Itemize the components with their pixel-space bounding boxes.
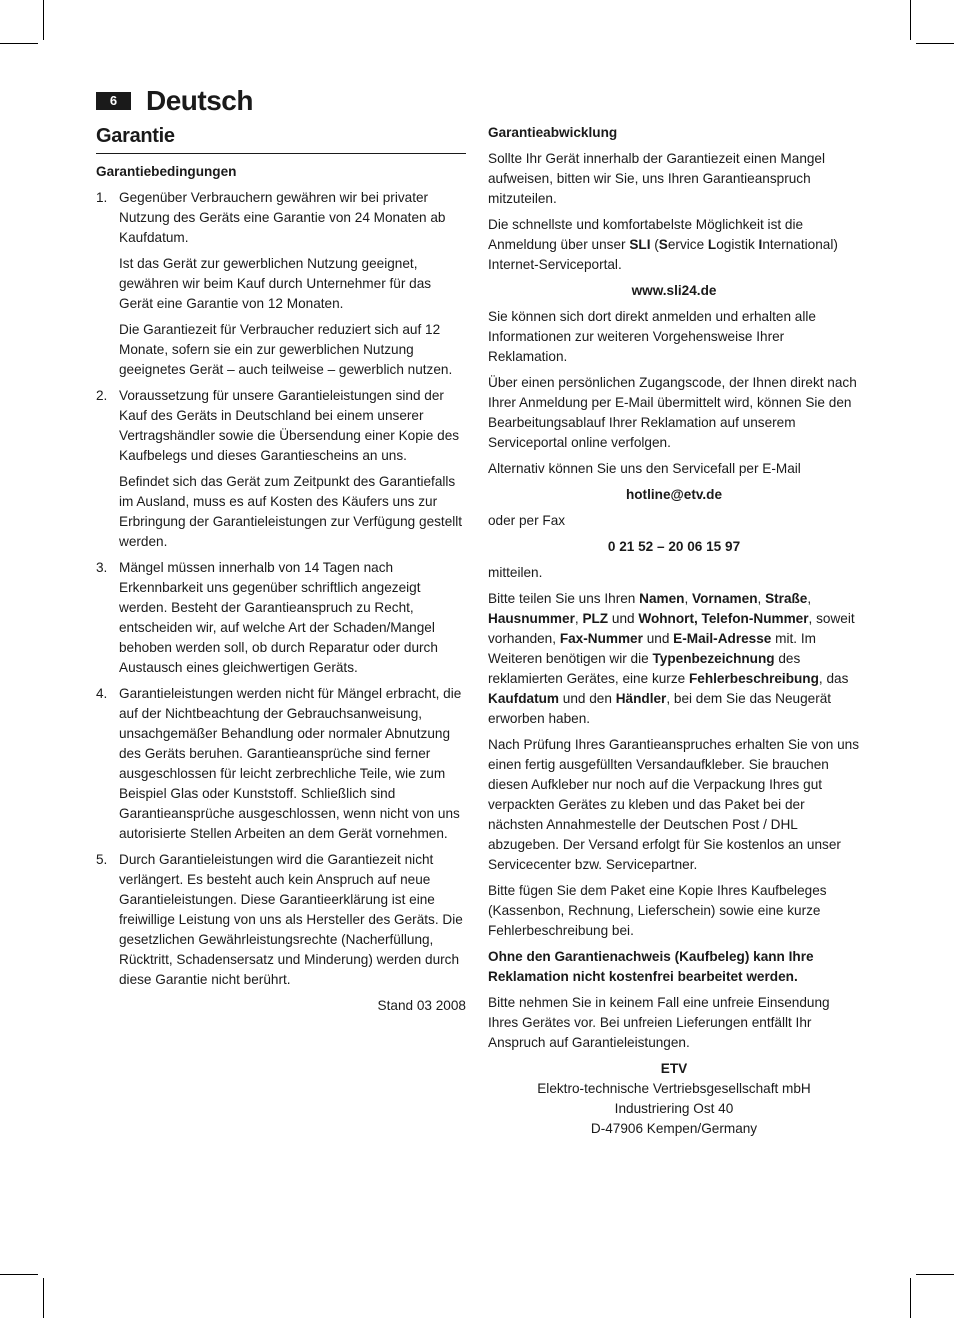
fax-number: 0 21 52 – 20 06 15 97	[607, 539, 741, 554]
text-bold: Kaufdatum	[488, 691, 559, 706]
list-number: 3.	[96, 560, 108, 575]
text: ,	[807, 591, 812, 606]
subheading: Garantiebedingungen	[96, 164, 237, 179]
company-address	[488, 1059, 860, 1139]
text-bold: Fehlerbeschreibung	[688, 671, 819, 686]
paragraph: Nach Prüfung Ihres Garantieanspruches erhalten Sie von uns einen fertig ausgefüllten Versandaufkleber. Sie brauchen diesen Aufkleber nur noch auf die Verpackung Ihres gut verpackten Gerätes zu kleben und das Paket bei der nächsten Annahmestelle der Deutschen Post / DHL abzugeben. Der Versand erfolgt für Sie kostenlos an unser Servicecenter bzw. Servicepartner.	[488, 737, 860, 872]
text: und	[608, 611, 639, 626]
crop-mark	[43, 0, 44, 40]
text: ,	[757, 591, 766, 606]
text-bold: Typenbezeichnung	[652, 651, 775, 666]
text: des reklamierten Gerätes, eine kurze	[488, 651, 801, 686]
text: , das	[818, 671, 849, 686]
crop-mark	[910, 0, 911, 40]
text-bold: Fax-Nummer	[559, 631, 643, 646]
paragraph: Sie können sich dort direkt anmelden und erhalten alle Informationen zur weiteren Vorgehensweise Ihrer Reklamation.	[488, 309, 816, 364]
section-title: Garantie	[96, 122, 466, 154]
crop-mark	[0, 1274, 38, 1275]
text-bold: S	[658, 237, 668, 252]
subheading: Garantieabwicklung	[488, 125, 618, 140]
text: ,	[574, 611, 583, 626]
list-item	[96, 684, 466, 844]
text: Die schnellste und komfortabelste Möglichkeit ist die Anmeldung über unser	[488, 217, 804, 252]
list-paragraph: Garantieleistungen werden nicht für Mängel erbracht, die auf der Nichtbeachtung der Gebrauchsanweisung, unsachgemäßer Behandlung oder normaler Abnutzung des Geräts beruhen. Garantieansprüche sind ferner ausgeschlossen für leicht zerbrechliche Teile, wie zum Beispiel Glas oder Kunststoff. Schließlich sind Garantieansprüche ausgeschlossen, wenn nicht von uns autorisierte Stellen Arbeiten an dem Gerät vornehmen.	[119, 686, 462, 841]
text-bold: Vornamen	[692, 591, 758, 606]
text: , bei dem Sie das Neugerät erworben haben.	[488, 691, 832, 726]
paragraph: mitteilen.	[488, 565, 543, 580]
list-paragraph: Gegenüber Verbrauchern gewähren wir bei privater Nutzung des Geräts eine Garantie von 24 Monaten ab Kaufdatum.	[119, 190, 446, 245]
text: nternational) Internet-Serviceportal.	[488, 237, 838, 272]
text-bold: PLZ	[582, 611, 609, 626]
crop-mark	[43, 1278, 44, 1318]
list-number: 4.	[96, 686, 108, 701]
paragraph: Bitte fügen Sie dem Paket eine Kopie Ihres Kaufbeleges (Kassenbon, Rechnung, Lieferschein) sowie eine kurze Fehlerbeschreibung bei.	[488, 883, 827, 938]
text-bold: Händler	[615, 691, 667, 706]
left-column	[96, 122, 466, 1016]
list-paragraph: Die Garantiezeit für Verbraucher reduziert sich auf 12 Monate, sofern sie ein zur gewerblichen Nutzung geeignetes Gerät – auch teilweise – gewerblich nutzen.	[119, 322, 453, 377]
text: ogistik	[716, 237, 759, 252]
list-paragraph: Ist das Gerät zur gewerblichen Nutzung geeignet, gewähren wir beim Kauf durch Unternehmer für das Gerät eine Garantie von 12 Monaten.	[119, 256, 432, 311]
paragraph: oder per Fax	[488, 513, 566, 528]
paragraph	[488, 215, 860, 275]
list-item	[96, 558, 466, 678]
warning-paragraph: Ohne den Garantienachweis (Kaufbeleg) kann Ihre Reklamation nicht kostenfrei bearbeitet werden.	[488, 949, 814, 984]
text: ,	[684, 591, 693, 606]
text-bold: SLI	[629, 237, 651, 252]
page-number: 6	[96, 92, 131, 110]
text: Bitte teilen Sie uns Ihren	[488, 591, 640, 606]
text-bold: Namen	[639, 591, 685, 606]
crop-mark	[916, 1274, 954, 1275]
list-paragraph: Durch Garantieleistungen wird die Garantiezeit nicht verlängert. Es besteht auch kein Anspruch auf neue Garantieleistungen. Diese Garantieerklärung ist eine freiwillige Leistung von uns als Hersteller des Geräts. Die gesetzlichen Gewährleistungsrechte (Nacherfüllung, Rücktritt, Schadensersatz und Minderung) werden durch diese Garantie nicht berührt.	[119, 852, 463, 987]
crop-mark	[916, 43, 954, 44]
text: (	[650, 237, 659, 252]
paragraph: Sollte Ihr Gerät innerhalb der Garantiezeit einen Mangel aufweisen, bitten wir Sie, uns Ihren Garantieanspruch mitzuteilen.	[488, 151, 826, 206]
list-paragraph: Voraussetzung für unsere Garantieleistungen sind der Kauf des Geräts in Deutschland bei einem unserer Vertragshändler sowie die Übersendung einer Kopie des Kaufbelegs und dieses Garantiescheins an uns.	[119, 388, 460, 463]
text-bold: E-Mail-Adresse	[673, 631, 772, 646]
crop-mark	[910, 1278, 911, 1318]
text-bold: Straße	[765, 591, 808, 606]
paragraph	[488, 589, 860, 729]
text: und den	[559, 691, 616, 706]
text-bold: I	[758, 237, 763, 252]
company-city: D-47906 Kempen/Germany	[590, 1121, 758, 1136]
list-paragraph: Befindet sich das Gerät zum Zeitpunkt des Garantiefalls im Ausland, muss es auf Kosten des Käufers uns zur Erbringung der Garantieleistungen zur Verfügung gestellt werden.	[119, 474, 463, 549]
company-street: Industriering Ost 40	[614, 1101, 734, 1116]
company-short-name: ETV	[660, 1061, 688, 1076]
text-bold: Hausnummer	[488, 611, 575, 626]
list-number: 2.	[96, 388, 108, 403]
service-url-link[interactable]: www.sli24.de	[631, 283, 717, 298]
list-number: 5.	[96, 852, 108, 867]
crop-mark	[0, 43, 38, 44]
company-name: Elektro-technische Vertriebsgesellschaft mbH	[537, 1081, 811, 1096]
text: , soweit vorhanden,	[488, 611, 855, 646]
text: mit. Im Weiteren benötigen wir die	[488, 631, 816, 666]
email-link[interactable]: hotline@etv.de	[625, 487, 723, 502]
right-column	[488, 123, 860, 1139]
text: und	[642, 631, 674, 646]
list-item	[96, 386, 466, 552]
text-bold: L	[707, 237, 717, 252]
conditions-list	[96, 188, 466, 990]
list-paragraph: Mängel müssen innerhalb von 14 Tagen nach Erkennbarkeit uns gegenüber schriftlich angezeigt werden. Besteht der Garantieanspruch zu Recht, entscheiden wir, auf welche Art der Schaden/Mangel behoben werden soll, ob durch Reparatur oder durch Austausch eines gleichwertigen Geräts.	[119, 560, 438, 675]
text: ervice	[667, 237, 708, 252]
text-bold: Wohnort, Telefon-Nummer	[638, 611, 809, 626]
paragraph: Bitte nehmen Sie in keinem Fall eine unfreie Einsendung Ihres Gerätes vor. Bei unfreien Lieferungen entfällt Ihr Anspruch auf Garantieleistungen.	[488, 995, 830, 1050]
language-heading: Deutsch	[146, 85, 253, 116]
paragraph: Alternativ können Sie uns den Servicefall per E-Mail	[488, 461, 801, 476]
list-item	[96, 850, 466, 990]
list-item	[96, 188, 466, 380]
paragraph: Über einen persönlichen Zugangscode, der Ihnen direkt nach Ihrer Anmeldung per E-Mail übermittelt wird, können Sie den Bearbeitungsablauf Ihrer Reklamation auf unserem Serviceportal online verfolgen.	[488, 375, 857, 450]
version-date: Stand 03 2008	[377, 998, 466, 1013]
list-number: 1.	[96, 190, 108, 205]
